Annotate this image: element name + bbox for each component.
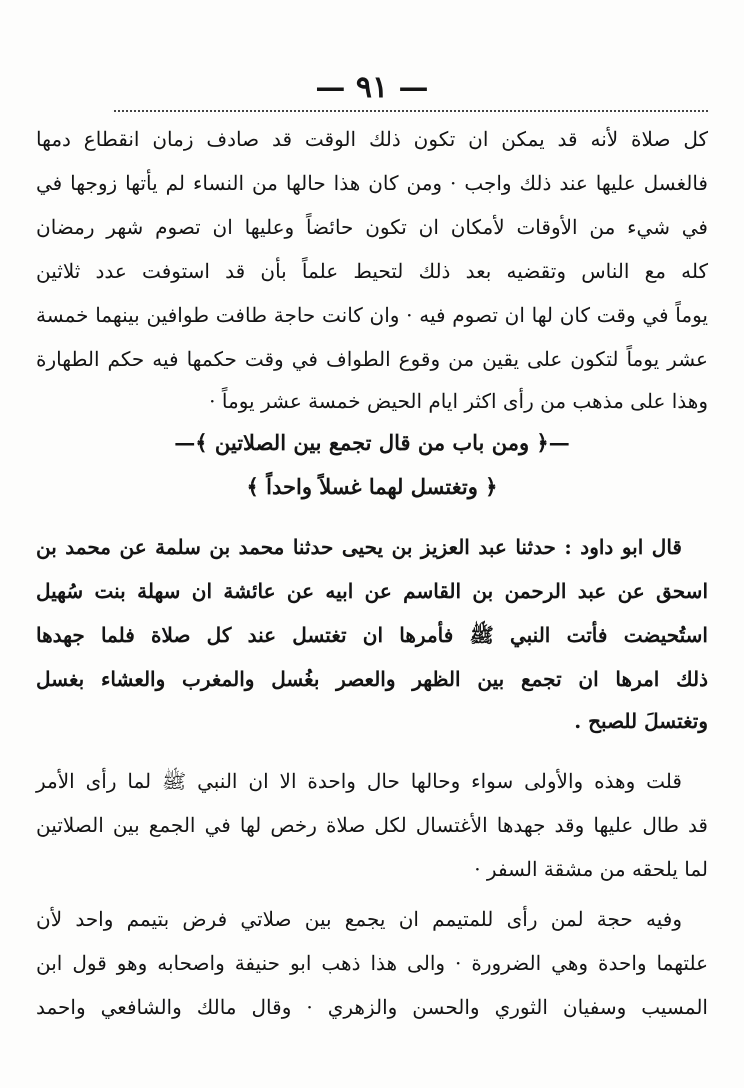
- section-title-line: ﴿ وتغتسل لهما غسلاً واحداً ﴾: [246, 474, 498, 499]
- text-line: فالغسل عليها عند ذلك واجب · ومن كان هذا حالها من النساء لم يأتها زوجها في: [36, 171, 708, 195]
- section-title-line: —﴿ ومن باب من قال تجمع بين الصلاتين ﴾—: [174, 430, 570, 455]
- text-line: وفيه حجة لمن رأى للمتيمم ان يجمع بين صلاتي فرض بتيمم واحد لأن: [36, 907, 682, 931]
- text-line: قال ابو داود : حدثنا عبد العزيز بن يحيى حدثنا محمد بن سلمة عن محمد بن: [36, 535, 682, 559]
- text-line: في شيء من الأوقات لأمكان ان تكون حائضاً وعليها ان تصوم شهر رمضان: [36, 215, 708, 239]
- text-line: عشر يوماً لتكون على يقين من وقوع الطواف في وقت حكمها فيه حكم الطهارة: [36, 347, 708, 371]
- text-line: قلت وهذه والأولى سواء وحالها حال واحدة الا ان النبي ﷺ لما رأى الأمر: [36, 769, 682, 793]
- text-line: وهذا على مذهب من رأى اكثر ايام الحيض خمسة عشر يوماً ·: [209, 389, 708, 413]
- text-line: المسيب وسفيان الثوري والحسن والزهري · وقال مالك والشافعي واحمد: [36, 995, 708, 1019]
- text-line: اسحق عن عبد الرحمن بن القاسم عن ابيه عن عائشة ان سهلة بنت سُهيل: [36, 579, 708, 603]
- text-line: لما يلحقه من مشقة السفر ·: [474, 857, 708, 881]
- page-number: — ٩١ —: [315, 70, 429, 105]
- text-line: ذلك امرها ان تجمع بين الظهر والعصر بغُسل والمغرب والعشاء بغسل: [36, 667, 708, 691]
- text-line: علتهما واحدة وهي الضرورة · والى هذا ذهب ابو حنيفة واصحابه وهو قول ابن: [36, 951, 709, 975]
- text-line: يوماً في وقت كان لها ان تصوم فيه · وان كانت حاجة طافت طوافين بينهما خمسة: [36, 303, 708, 327]
- text-line: قد طال عليها وقد جهدها الأغتسال لكل صلاة رخص لها في الجمع بين الصلاتين: [36, 813, 708, 837]
- text-line: كله مع الناس وتقضيه بعد ذلك لتحيط علماً بأن قد استوفت عدد ثلاثين: [36, 259, 708, 283]
- header-divider: [114, 110, 708, 112]
- text-line: وتغتسلَ للصبح .: [574, 709, 708, 733]
- text-line: استُحيضت فأتت النبي ﷺ فأمرها ان تغتسل عند كل صلاة فلما جهدها: [36, 623, 708, 647]
- text-line: كل صلاة لأنه قد يمكن ان تكون ذلك الوقت قد صادف زمان انقطاع دمها: [36, 127, 708, 151]
